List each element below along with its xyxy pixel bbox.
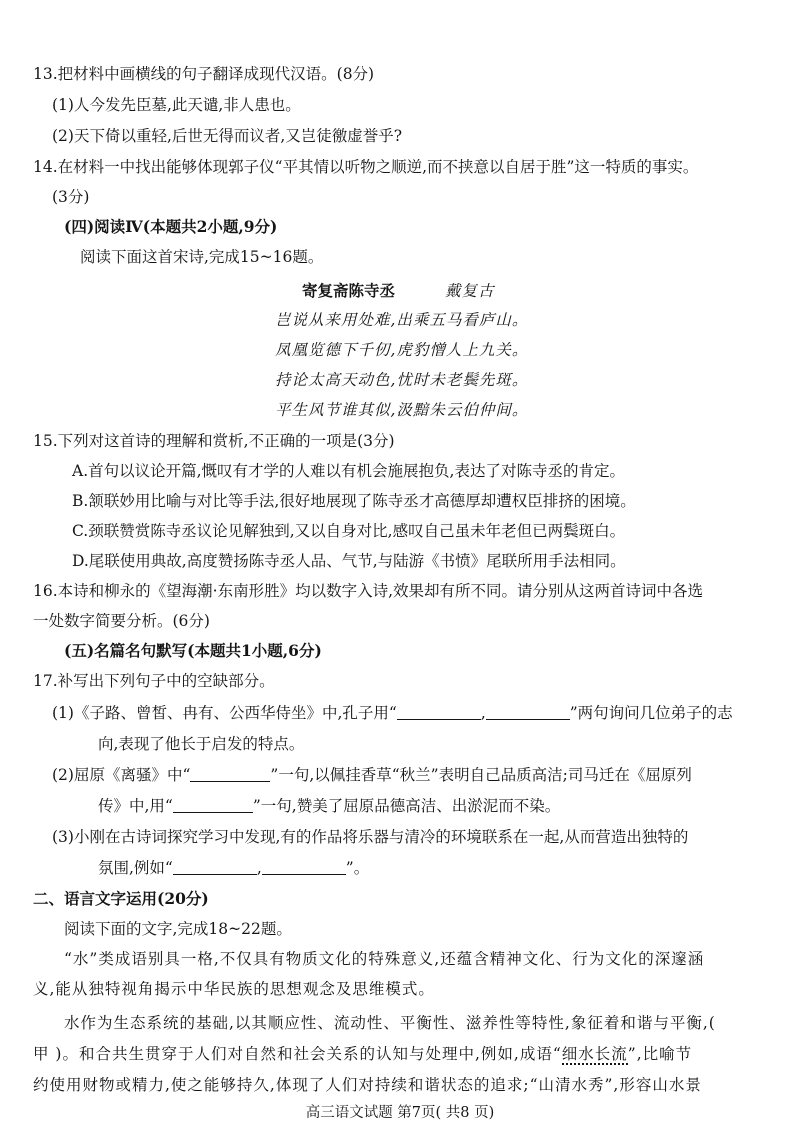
q17-part-2-text-b: ”一句,以佩挂香草“秋兰”表明自己品质高洁;司马迁在《屈原列 (270, 766, 692, 784)
q17-part-1-separator: , (480, 704, 486, 722)
passage-para-2-line-2 (33, 1043, 692, 1065)
q17-part-1 (52, 702, 733, 724)
poem-title: 寄复斋陈寺丞 (302, 281, 396, 300)
q17-part-1-continued: 向,表现了他长于启发的特点。 (98, 735, 305, 753)
emphasized-idiom: 细水长流 (561, 1045, 628, 1063)
passage-para-2-line-1: 水作为生态系统的基础,以其顺应性、流动性、平衡性、滋养性等特性,象征着和谐与平衡,( (64, 1014, 716, 1032)
q16-line-2: 一处数字简要分析。(6分) (33, 612, 210, 630)
page-footer: 高三语文试题 第7页( 共8 页) (305, 1105, 495, 1121)
q17-part-2-continued (98, 795, 560, 817)
q17-part-3: (3)小刚在古诗词探究学习中发现,有的作品将乐器与清冷的环境联系在一起,从而营造出独特的 (52, 828, 689, 846)
answer-blank[interactable] (190, 766, 270, 782)
q15-option-c: C.颈联赞赏陈寺丞议论见解独到,又以自身对比,感叹自己虽未年老但已两鬓斑白。 (72, 522, 626, 540)
q17-part-1-text-b: ”两句询问几位弟子的志 (569, 704, 733, 722)
q17-part-3-continued (98, 857, 369, 879)
poem-line-4: 平生风节谁其似,汲黯朱云伯仲间。 (275, 401, 529, 419)
part-2-heading: 二、语言文字运用(20分) (33, 889, 209, 908)
q17-part-2-text-c: 传》中,用“ (98, 797, 173, 815)
q15-option-a: A.首句以议论开篇,慨叹有才学的人难以有机会施展抱负,表达了对陈寺丞的肯定。 (72, 462, 625, 480)
answer-blank[interactable] (262, 859, 346, 875)
q15-option-b: B.颔联妙用比喻与对比等手法,很好地展现了陈寺丞才高德厚却遭权臣排挤的困境。 (72, 492, 636, 510)
q14-line-2: (3分) (52, 188, 90, 206)
q17-part-2 (52, 764, 692, 786)
passage-para-1-line-2: 义,能从独特视角揭示中华民族的思想观念及思维模式。 (33, 980, 435, 998)
q15-stem: 15.下列对这首诗的理解和赏析,不正确的一项是(3分) (33, 432, 395, 450)
passage-para-2-line-3: 约使用财物或精力,使之能够持久,体现了人们对持续和谐状态的追求;“山清水秀”,形容山水景 (33, 1076, 702, 1094)
q15-option-d: D.尾联使用典故,高度赞扬陈寺丞人品、气节,与陆游《书愤》尾联所用手法相同。 (72, 552, 626, 570)
section-4-heading: (四)阅读Ⅳ(本题共2小题,9分) (64, 217, 278, 236)
passage-para-2-line-2-end: ”,比喻节 (627, 1045, 693, 1063)
poem-line-3: 持论太高天动色,忧时未老鬓先斑。 (275, 371, 529, 389)
poem-author: 戴复古 (445, 282, 495, 300)
q17-part-3-text-c: ”。 (345, 859, 370, 877)
q17-part-3-separator: , (256, 859, 262, 877)
q17-part-3-text-b: 氛围,例如“ (98, 859, 173, 877)
q16-line-1: 16.本诗和柳永的《望海潮·东南形胜》均以数字入诗,效果却有所不同。请分别从这两首诗词中各选 (33, 582, 704, 600)
section-5-heading: (五)名篇名句默写(本题共1小题,6分) (64, 641, 322, 660)
q17-stem: 17.补写出下列句子中的空缺部分。 (33, 672, 275, 690)
q17-part-1-text-a: (1)《子路、曾皙、冉有、公西华侍坐》中,孔子用“ (52, 704, 397, 722)
q17-part-2-text-d: ”一句,赞美了屈原品德高洁、出淤泥而不染。 (252, 797, 561, 815)
poem-line-2: 凤凰览德下千仞,虎豹憎人上九关。 (275, 341, 529, 359)
q14-line-1: 14.在材料一中找出能够体现郭子仪“平其情以听物之顺逆,而不挟意以自居于胜”这一特质的事实。 (33, 158, 699, 176)
part-2-intro: 阅读下面的文字,完成18~22题。 (64, 920, 292, 938)
q17-part-2-text-a: (2)屈原《离骚》中“ (52, 766, 191, 784)
poem-line-1: 岂说从来用处难,出乘五马看庐山。 (275, 311, 529, 329)
q13-sentence-1: (1)人今发先臣墓,此天谴,非人患也。 (52, 96, 301, 114)
answer-blank[interactable] (397, 704, 481, 720)
q13-sentence-2: (2)天下倚以重轻,后世无得而议者,又岂徒徼虚誉乎? (52, 127, 403, 145)
passage-para-2-line-2-text: 甲 )。和合共生贯穿于人们对自然和社会关系的认知与处理中,例如,成语“ (33, 1045, 562, 1063)
passage-para-1-line-1: “水”类成语别具一格,不仅具有物质文化的特殊意义,还蕴含精神文化、行为文化的深邃涵 (64, 950, 705, 968)
q13-stem: 13.把材料中画横线的句子翻译成现代汉语。(8分) (33, 65, 375, 83)
answer-blank[interactable] (173, 797, 253, 813)
answer-blank[interactable] (173, 859, 257, 875)
answer-blank[interactable] (486, 704, 570, 720)
section-4-intro: 阅读下面这首宋诗,完成15~16题。 (80, 248, 324, 266)
